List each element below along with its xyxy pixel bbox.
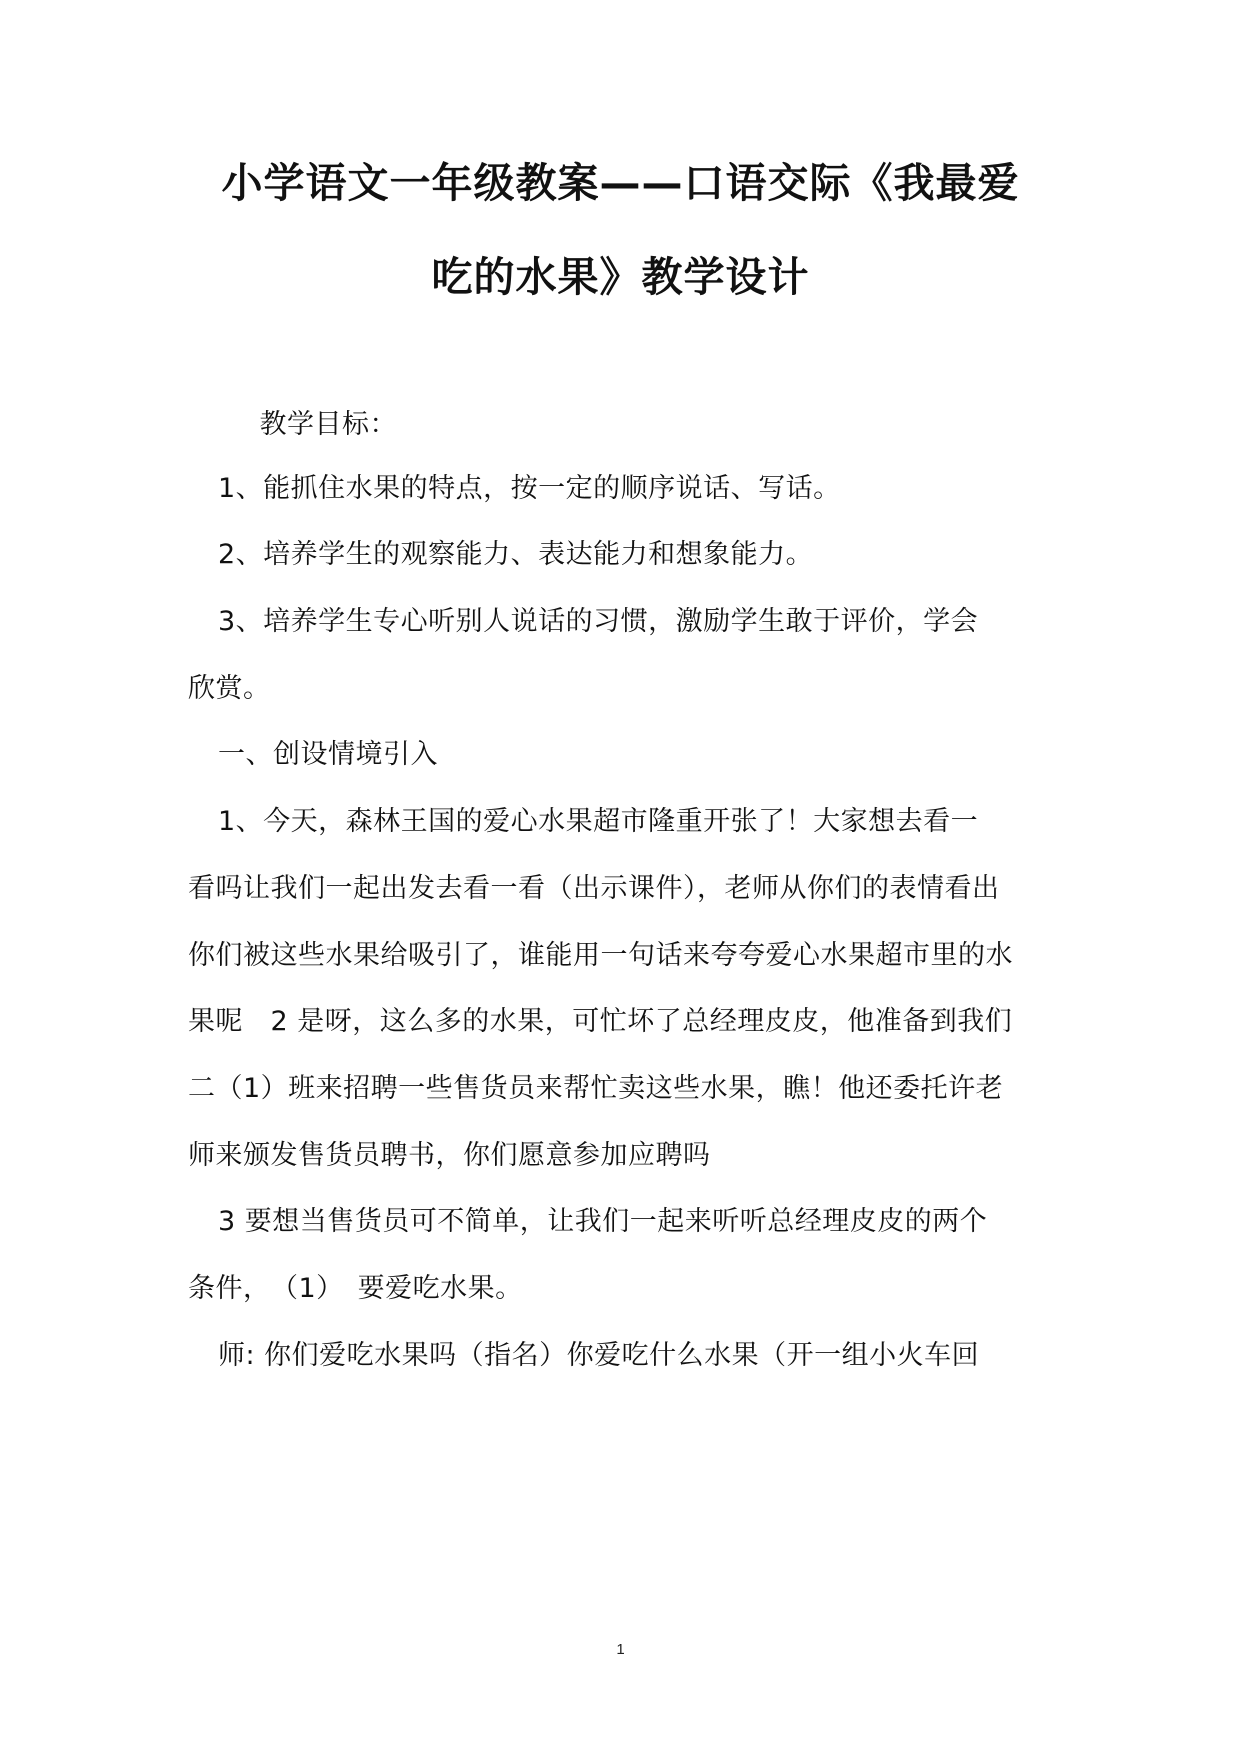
paragraph-line: 你们被这些水果给吸引了，谁能用一句话来夸夸爱心水果超市里的水	[188, 940, 1013, 971]
paragraph-line: 看吗让我们一起出发去看一看（出示课件），老师从你们的表情看出	[188, 873, 1000, 904]
section-heading-objectives: 教学目标：	[232, 409, 397, 440]
objective-3: 3、培养学生专心听别人说话的习惯，激励学生敢于评价，学会	[218, 606, 979, 637]
paragraph-line: 1、今天，森林王国的爱心水果超市隆重开张了！大家想去看一	[218, 806, 979, 837]
paragraph-line: 3 要想当售货员可不简单，让我们一起来听听总经理皮皮的两个	[218, 1206, 988, 1237]
page-number: 1	[616, 1641, 625, 1658]
document-title-line-1: 小学语文一年级教案——口语交际《我最爱	[221, 159, 1020, 207]
paragraph-line: 条件， （1） 要爱吃水果。	[188, 1273, 523, 1304]
objective-2: 2、培养学生的观察能力、表达能力和想象能力。	[218, 539, 814, 570]
objective-3-continued: 欣赏。	[188, 673, 271, 704]
paragraph-line: 师来颁发售货员聘书，你们愿意参加应聘吗	[188, 1140, 711, 1171]
document-title-line-2: 吃的水果》教学设计	[431, 253, 810, 301]
section-heading-intro: 一、创设情境引入	[218, 739, 438, 770]
objective-1: 1、能抓住水果的特点，按一定的顺序说话、写话。	[218, 473, 841, 504]
paragraph-line: 师: 你们爱吃水果吗（指名）你爱吃什么水果（开一组小火车回	[218, 1340, 980, 1371]
paragraph-line: 二（1）班来招聘一些售货员来帮忙卖这些水果，瞧！他还委托许老	[188, 1073, 1004, 1104]
paragraph-line: 果呢 2 是呀，这么多的水果，可忙坏了总经理皮皮，他准备到我们	[188, 1006, 1013, 1037]
